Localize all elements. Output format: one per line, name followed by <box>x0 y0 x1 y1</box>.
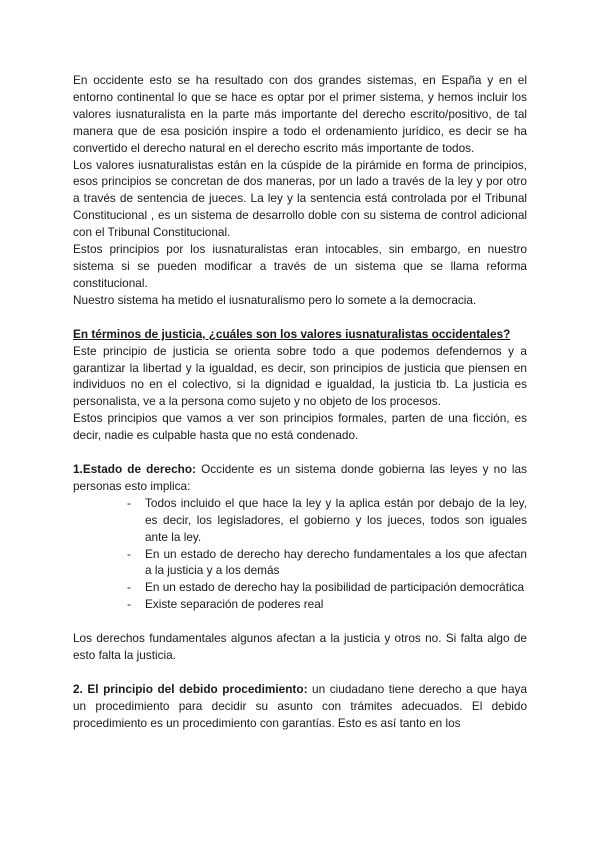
point-2-text: un ciudadano tiene derecho a que haya un procedimiento para decidir su asunto con trámites adecuados. El debido procedimiento es un procedimiento con garantías. Esto es así tanto en los <box>73 682 528 730</box>
dash-marker: - <box>127 495 131 510</box>
intro-paragraph-2: Los valores iusnaturalistas están en la cúspide de la pirámide en forma de principios, esos principios se concretan de dos maneras, por un lado a través de la ley y por otro a través de sentencia de jueces. La ley y la sentencia está controlada por el Tribunal Constitucional , es un sistema de desarrollo doble con su sistema de control adicional con el Tribunal Constitucional. <box>73 157 527 240</box>
dash-marker: - <box>127 546 131 561</box>
spacer <box>73 664 527 681</box>
list-item <box>73 546 527 580</box>
spacer <box>73 444 527 461</box>
section-heading: En términos de justicia, ¿cuáles son los valores iusnaturalistas occidentales? <box>73 326 511 341</box>
spacer <box>73 613 527 630</box>
list-item <box>73 495 527 546</box>
justice-paragraph-1: Este principio de justicia se orienta sobre todo a que podemos defendernos y a garantizar la libertad y la igualdad, es decir, son principios de justicia que piensen en individuos no en el colectivo, si la dignidad e igualdad, la justicia tb. La justicia es personalista, ve a la persona como sujeto y no objeto de los procesos. <box>73 343 527 409</box>
spacer <box>73 309 527 326</box>
intro-paragraph-1: En occidente esto se ha resultado con dos grandes sistemas, en España y en el entorno continental lo que se hace es optar por el primer sistema, y hemos incluir los valores iusnaturalista en la parte más importante del derecho escrito/positivo, de tal manera que de esa posición inspire a todo el ordenamiento jurídico, es decir se ha convertido el derecho natural en el derecho escrito más importante de todos. <box>73 73 527 155</box>
intro-paragraph-3: Estos principios por los iusnaturalistas eran intocables, sin embargo, en nuestro sistema si se pueden modificar a través de un sistema que se llama reforma constitucional. <box>73 242 527 290</box>
document-body <box>73 72 527 732</box>
dash-marker: - <box>127 597 131 612</box>
point-1-bullet-list <box>73 495 527 613</box>
point-1-text: Occidente es un sistema donde gobierna las leyes y no las personas esto implica: <box>73 462 527 493</box>
point-1-closing: Los derechos fundamentales algunos afectan a la justicia y otros no. Si falta algo de esto falta la justicia. <box>73 631 527 663</box>
justice-paragraph-2: Estos principios que vamos a ver son principios formales, parten de una ficción, es decir, nadie es culpable hasta que no está condenado. <box>73 411 527 443</box>
point-1-paragraph <box>73 461 527 495</box>
list-item-text: Existe separación de poderes real <box>145 597 324 612</box>
dash-marker: - <box>127 580 131 595</box>
point-2-paragraph <box>73 681 527 732</box>
list-item-text: En un estado de derecho hay derecho fundamentales a los que afectan a la justicia y a los demás <box>145 546 527 578</box>
list-item <box>73 579 527 596</box>
list-item-text: Todos incluido el que hace la ley y la aplica están por debajo de la ley, es decir, los legisladores, el gobierno y los jueces, todos son iguales ante la ley. <box>145 495 527 544</box>
list-item <box>73 596 527 613</box>
list-item-text: En un estado de derecho hay la posibilidad de participación democrática <box>145 580 525 595</box>
point-2-title: 2. El principio del debido procedimiento: <box>73 682 308 696</box>
point-1-title: 1.Estado de derecho: <box>73 462 196 477</box>
intro-paragraph-4: Nuestro sistema ha metido el iusnaturalismo pero lo somete a la democracia. <box>73 292 477 307</box>
